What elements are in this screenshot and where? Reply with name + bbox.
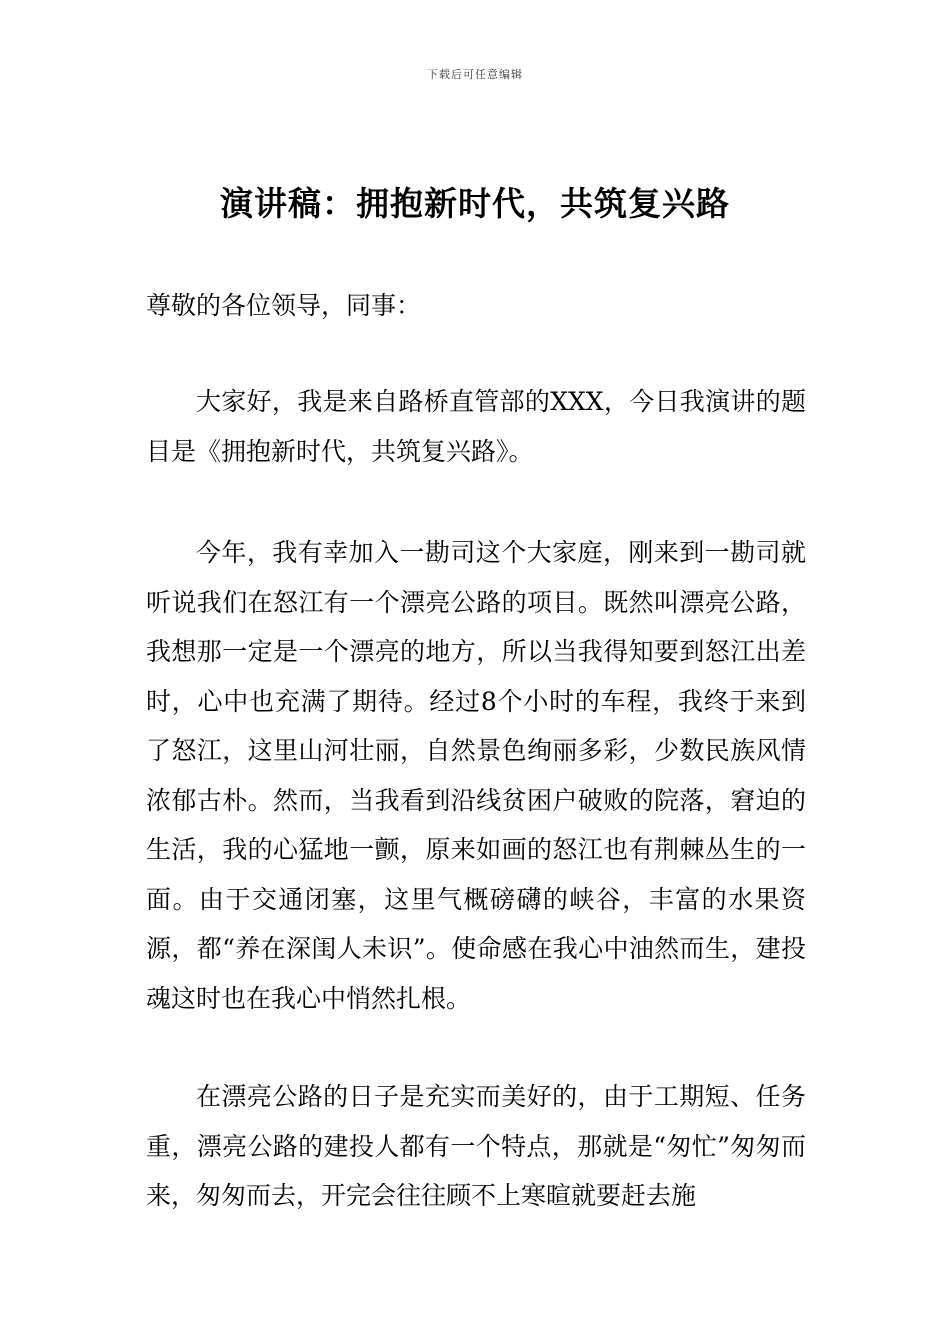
paragraph-road-days: 在漂亮公路的日子是充实而美好的，由于工期短、任务重，漂亮公路的建投人都有一个特点，那就是“匆忙”匆匆而来，匆匆而去，开完会往往顾不上寒暄就要赶去施 <box>146 1082 806 1210</box>
document-title: 演讲稿：拥抱新时代，共筑复兴路 <box>220 184 730 223</box>
header-note: 下载后可任意编辑 <box>427 68 523 81</box>
paragraph-nujiang: 今年，我有幸加入一勘司这个大家庭，刚来到一勘司就听说我们在怒江有一个漂亮公路的项目。既然叫漂亮公路，我想那一定是一个漂亮的地方，所以当我得知要到怒江出差时，心中也充满了期待。经过8个小时的车程，我终于来到了怒江，这里山河壮丽，自然景色绚丽多彩，少数民族风情浓郁古朴。然而，当我看到沿线贫困户破败的院落，窘迫的生活，我的心猛地一颤，原来如画的怒江也有荆棘丛生的一面。由于交通闭塞，这里气概磅礴的峡谷，丰富的水果资源，都“养在深闺人未识”。使命感在我心中油然而生，建投魂这时也在我心中悄然扎根。 <box>146 538 806 1013</box>
paragraph-intro: 大家好，我是来自路桥直管部的XXX，今日我演讲的题目是《拥抱新时代，共筑复兴路》。 <box>146 387 806 466</box>
greeting: 尊敬的各位领导，同事： <box>146 291 422 320</box>
